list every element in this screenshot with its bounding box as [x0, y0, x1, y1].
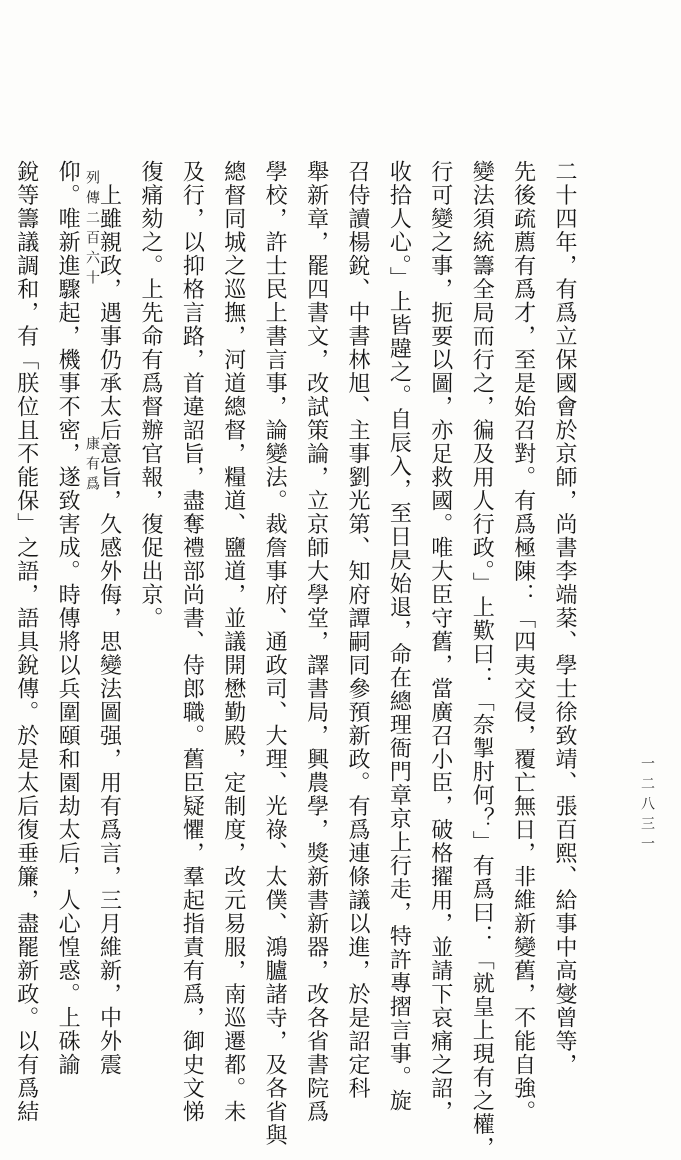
text-column: 變法須統籌全局而行之，徧及用人行政。」上歎曰：「奈掣肘何？」有爲曰：「就皇上現有之權， [469, 160, 495, 1160]
text-column: 銳等籌議調和，有「朕位且不能保」之語，語具銳傳。於是太后復垂簾，盡罷新政。以有爲結 [13, 160, 39, 1124]
text-column: 行可變之事，扼要以圖，亦足救國。唯大臣守舊，當廣召小臣，破格擢用，並請下哀痛之詔， [427, 160, 453, 1124]
text-column: 上雖親政，遇事仍承太后意旨，久感外侮，思變法圖强，用有爲言，三月維新，中外震 [96, 160, 122, 1077]
text-column: 收拾人心。」上皆韙之。自辰入，至日昃始退，命在總理衙門章京上行走，特許專摺言事。旋 [386, 160, 412, 1113]
text-column: 仰。唯新進驟起，機事不密，遂致害成。時傳將以兵圍頤和園劫太后，人心惶惑。上硃諭 [55, 160, 81, 1077]
text-column: 復痛劾之。上先命有爲督辦官報，復促出京。 [137, 160, 163, 630]
text-column: 召侍讀楊銳、中書林旭、主事劉光第、知府譚嗣同參預新政。有爲連條議以進，於是詔定科 [344, 160, 370, 1100]
juan-label: 列傳二百六十 [84, 170, 100, 290]
page-number: 一二八三一 [639, 756, 655, 856]
subject-name-label: 康有爲 [84, 436, 100, 496]
text-column: 先後疏薦有爲才，至是始召對。有爲極陳：「四夷交侵，覆亡無日，非維新變舊，不能自強。 [510, 160, 536, 1124]
text-column: 及行，以抑格言路，首違詔旨，盡奪禮部尚書、侍郎職。舊臣疑懼，羣起指責有爲，御史文悌 [179, 160, 205, 1124]
text-column [0, 160, 5, 940]
text-column: 二十四年，有爲立保國會於京師，尚書李端棻、學士徐致靖、張百熙、給事中高燮曾等， [552, 160, 577, 1077]
text-column: 舉新章，罷四書文，改試策論，立京師大學堂，譯書局，興農學，獎新書新器，改各省書院爲 [303, 160, 329, 1124]
text-column: 總督同城之巡撫，河道總督，糧道、鹽道，並議開懋勤殿，定制度，改元易服，南巡遷都。未 [220, 160, 246, 1124]
text-column: 學校，許士民上書言事，論變法。裁詹事府、通政司、大理、光祿、太僕、鴻臚諸寺，及各省與 [262, 160, 288, 1147]
